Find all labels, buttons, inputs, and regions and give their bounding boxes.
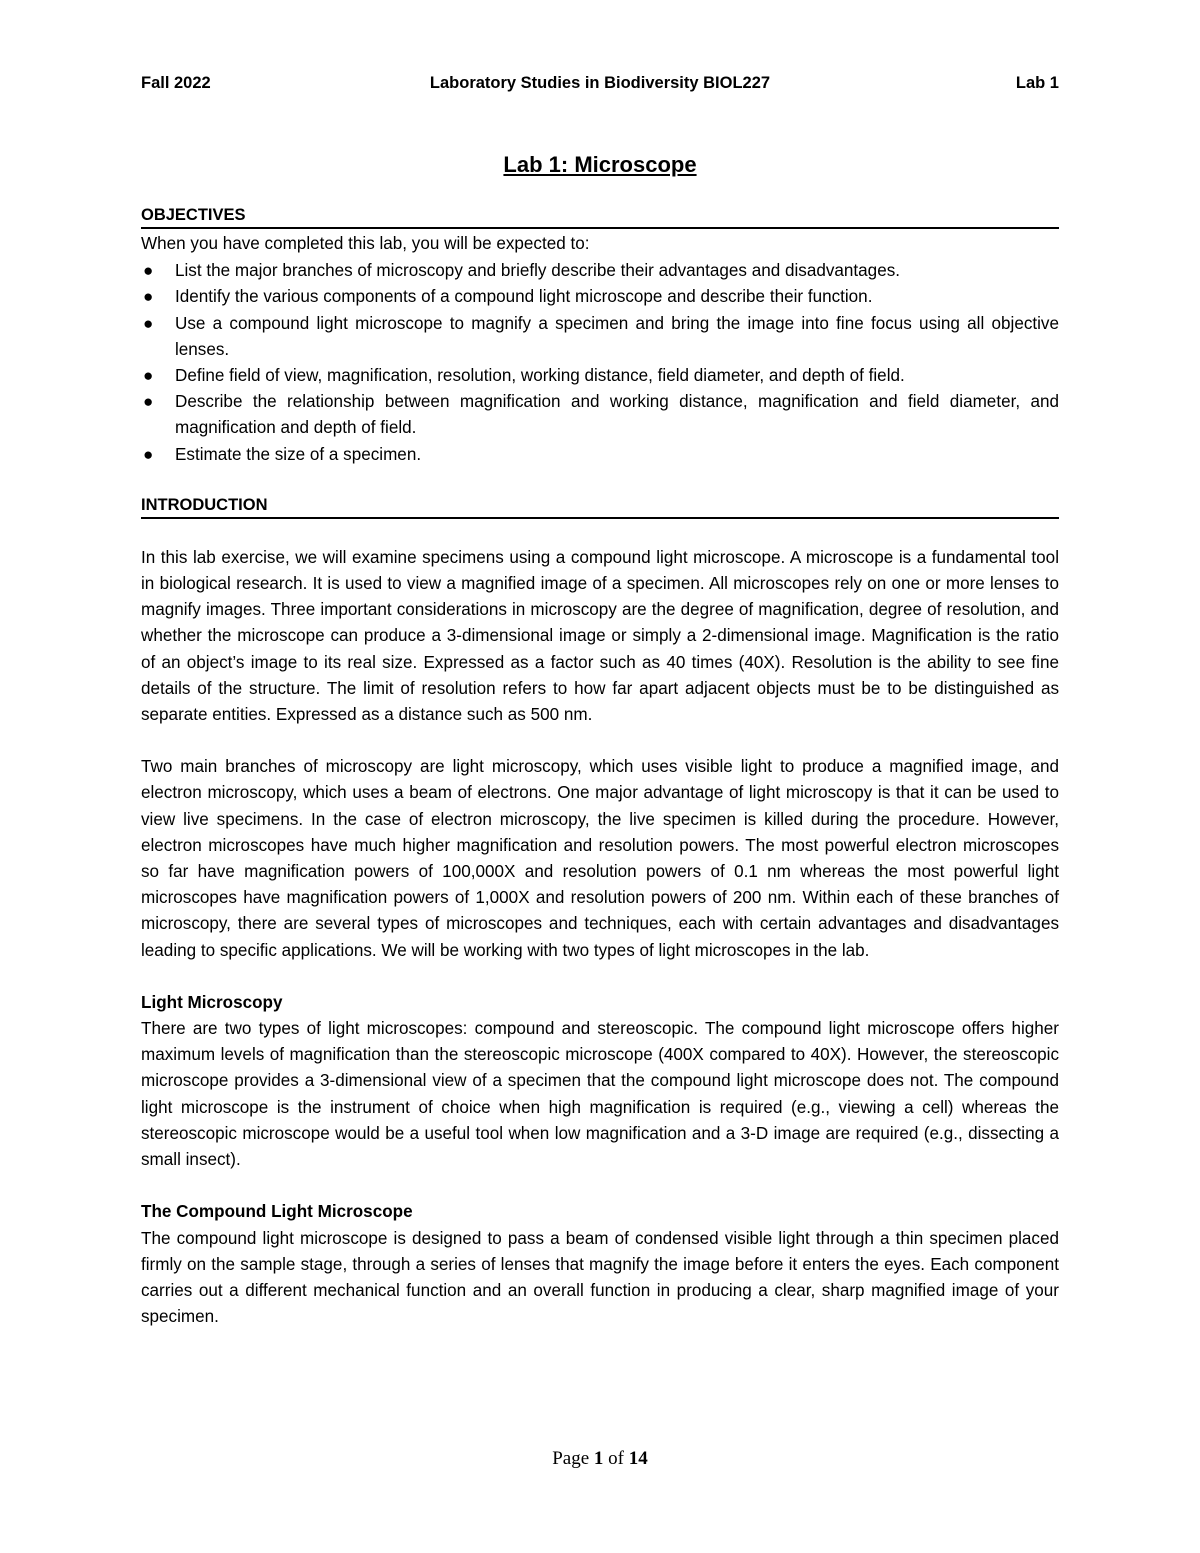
introduction-paragraph-1: In this lab exercise, we will examine specimens using a compound light microscope. A microscope is a fundamental tool in biological research. It is used to view a magnified image of a specimen. All microscopes rely on one or more lenses to magnify images. Three important considerations in microscopy are the degree of magnification, degree of resolution, and whether the microscope can produce a 3-dimensional image or simply a 2-dimensional image. Magnification is the ratio of an object’s image to its real size. Expressed as a factor such as 40 times (40X). Resolution is the ability to see fine details of the structure. The limit of resolution refers to how far apart adjacent objects must be to be distinguished as separate entities. Expressed as a distance such as 500 nm. [141,547,1059,725]
objective-item [141,389,1059,441]
spacer [141,468,1059,494]
bullet-icon: ● [143,392,154,412]
objective-item [141,311,1059,363]
spacer [141,1173,1059,1199]
light-microscopy-paragraph: There are two types of light microscopes: compound and stereoscopic. The compound light microscope offers higher maximum levels of magnification than the stereoscopic microscope (400X compared to 40X). However, the stereoscopic microscope provides a 3-dimensional view of a specimen that the compound light microscope does not. The compound light microscope is the instrument of choice when high magnification is required (e.g., viewing a cell) whereas the stereoscopic microscope would be a useful tool when low magnification and a 3-D image are required (e.g., dissecting a small insect). [141,1019,1059,1170]
bullet-icon: ● [143,261,154,281]
page-title: Lab 1: Microscope [503,152,697,177]
introduction-heading: INTRODUCTION [141,494,1059,519]
footer-page-word: Page [552,1448,590,1469]
bullet-icon: ● [143,444,154,464]
header-course: Laboratory Studies in Biodiversity BIOL227 [429,74,771,92]
objective-text: Define field of view, magnification, resolution, working distance, field diameter, and depth of field. [175,366,905,386]
page-body [141,150,1059,1330]
header-lab: Lab 1 [1015,74,1059,92]
introduction-paragraph-2: Two main branches of microscopy are light microscopy, which uses visible light to produce a magnified image, and electron microscopy, which uses a beam of electrons. One major advantage of light microscopy is that it can be used to view live specimens. In the case of electron microscopy, the live specimen is killed during the procedure. However, electron microscopes have much higher magnification and resolution powers. The most powerful electron microscopes so far have magnification powers of 100,000X and resolution powers of 0.1 nm whereas the most powerful light microscopes have magnification powers of 1,000X and resolution powers of 200 nm. Within each of these branches of microscopy, there are several types of microscopes and techniques, each with certain advantages and disadvantages leading to specific applications. We will be working with two types of light microscopes in the lab. [141,757,1059,960]
bullet-icon: ● [143,313,154,333]
objectives-list [141,258,1059,468]
objective-text: Describe the relationship between magnification and working distance, magnification and field diameter, and magnification and depth of field. [175,392,1059,438]
footer-of-word: of [608,1448,624,1469]
objectives-intro: When you have completed this lab, you will be expected to: [141,234,590,253]
header-term: Fall 2022 [141,74,211,92]
page-footer [0,1448,1200,1470]
objectives-heading: OBJECTIVES [141,204,1059,229]
objective-text: Estimate the size of a specimen. [175,444,422,464]
footer-total-pages: 14 [628,1448,648,1469]
objective-item [141,258,1059,284]
compound-microscope-heading: The Compound Light Microscope [141,1202,413,1222]
objective-item [141,284,1059,310]
bullet-icon: ● [143,287,154,307]
compound-microscope-paragraph: The compound light microscope is designed to pass a beam of condensed visible light through a thin specimen placed firmly on the sample stage, through a series of lenses that magnify the image before it enters the eyes. Each component carries out a different mechanical function and an overall function in producing a clear, sharp magnified image of your specimen. [141,1228,1059,1327]
page-header [141,74,1059,98]
objective-item [141,363,1059,389]
light-microscopy-heading: Light Microscopy [141,992,283,1012]
footer-current-page: 1 [593,1448,604,1469]
bullet-icon: ● [143,366,154,386]
spacer [141,964,1059,990]
objective-item [141,442,1059,468]
spacer [141,728,1059,754]
objective-text: List the major branches of microscopy and briefly describe their advantages and disadvantages. [175,261,900,281]
spacer [141,519,1059,545]
objective-text: Identify the various components of a compound light microscope and describe their function. [175,287,873,307]
objective-text: Use a compound light microscope to magnify a specimen and bring the image into fine focus using all objective lenses. [175,313,1059,359]
